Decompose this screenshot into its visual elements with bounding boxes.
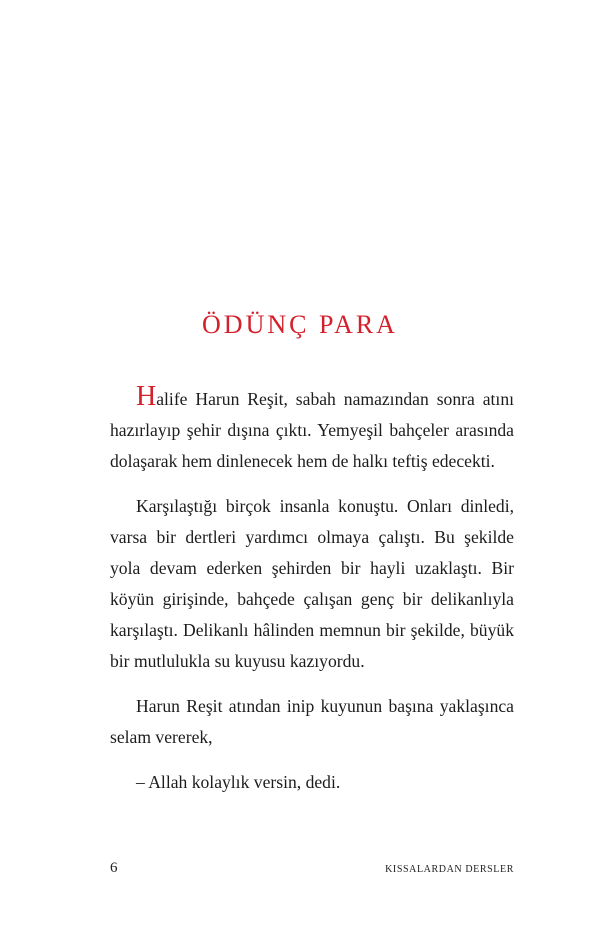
paragraph-3: Harun Reşit atından inip kuyunun başına yaklaşınca selam vererek, xyxy=(110,696,514,747)
page-number: 6 xyxy=(110,860,118,876)
paragraph-1 xyxy=(110,381,514,477)
drop-cap: H xyxy=(136,381,157,412)
paragraph-1-text: alife Harun Reşit, sabah namazından sonra atını hazırlayıp şehir dışına çıktı. Yemyeşil bahçeler arasında dolaşarak hem dinlenecek hem de halkı teftiş edecekti. xyxy=(110,389,514,471)
body-text xyxy=(110,381,514,812)
chapter-title: ÖDÜNÇ PARA xyxy=(202,310,398,339)
paragraph-2: Karşılaştığı birçok insanla konuştu. Onları dinledi, varsa bir dertleri yardımcı olmaya çalıştı. Bu şekilde yola devam ederken şehirden bir hayli uzaklaştı. Bir köyün girişinde, bahçede çalışan genç bir delikanlıyla karşılaştı. Delikanlı hâlinden memnun bir şekilde, büyük bir mutlulukla su kuyusu kazıyordu. xyxy=(110,496,514,671)
running-footer-title: KISSALARDAN DERSLER xyxy=(385,864,514,875)
paragraph-4: – Allah kolaylık versin, dedi. xyxy=(136,772,341,792)
